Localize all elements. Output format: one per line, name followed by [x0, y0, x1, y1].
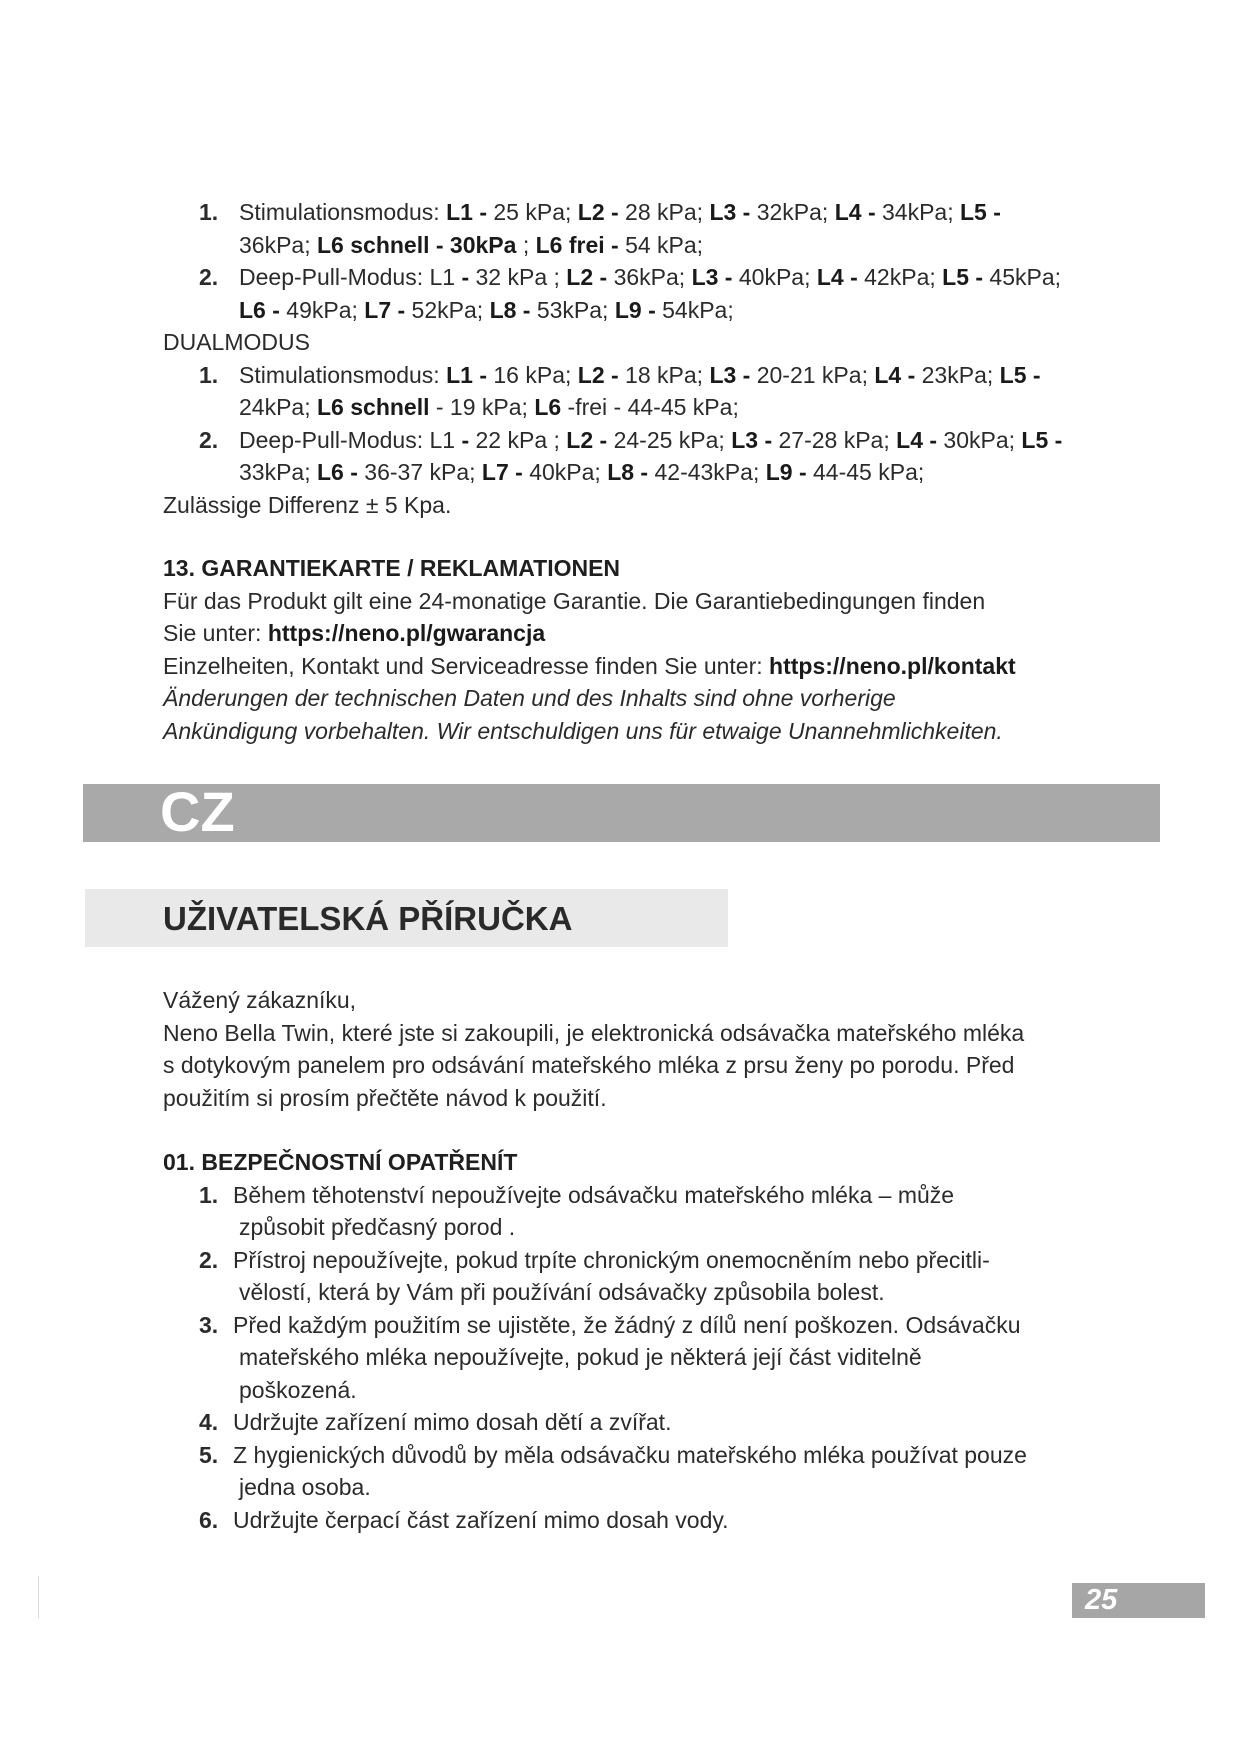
text-run: 20-21 kPa;	[750, 361, 875, 388]
safety-item-line: Udržujte čerpací část zařízení mimo dosah vody.	[233, 1506, 729, 1533]
safety-section	[163, 1146, 1103, 1536]
bold-value: L2 -	[566, 426, 608, 453]
text-run: 49kPa;	[279, 296, 365, 323]
bold-value: L6 -	[317, 459, 358, 485]
list-item	[163, 261, 1103, 326]
list-number: 2.	[199, 264, 219, 290]
safety-item-line: vělostí, která by Vám při používání odsávačky způsobila bolest.	[239, 1279, 885, 1305]
contact-link[interactable]: https://neno.pl/kontakt	[769, 652, 1016, 679]
text-run: -frei - 44-45 kPa;	[561, 394, 739, 420]
text-run: 36-37 kPa;	[357, 459, 482, 485]
text-run: Stimulationsmodus:	[239, 361, 447, 388]
bold-value: L9 -	[614, 296, 656, 323]
text-run: 28 kPa;	[618, 199, 710, 225]
text-run: 36kPa;	[239, 231, 317, 258]
text-run: 30kPa;	[937, 426, 1022, 453]
safety-item	[163, 1309, 1103, 1407]
bold-value: L3 -	[731, 426, 773, 453]
text-run: 18 kPa;	[618, 361, 710, 388]
text-run: 25 kPa;	[486, 199, 578, 225]
list-number: 2.	[199, 1246, 219, 1273]
warranty-section	[163, 552, 1103, 747]
bold-value: L1 -	[446, 361, 487, 388]
text-run: 42-43kPa;	[648, 459, 766, 485]
list-number: 1.	[199, 199, 219, 225]
text-run: Stimulationsmodus:	[239, 199, 447, 225]
list-number: 2.	[199, 426, 219, 453]
warranty-link-prefix: Sie unter:	[163, 620, 268, 646]
safety-item-line: poškozená.	[239, 1376, 357, 1403]
text-run: Deep-Pull-Modus: L1	[239, 264, 462, 290]
text-run: 32 kPa ;	[469, 264, 567, 290]
bold-value: L9 -	[765, 459, 807, 485]
safety-item	[163, 1504, 1103, 1537]
text-run: 32kPa;	[750, 199, 835, 225]
safety-item-line: způsobit předčasný porod .	[239, 1214, 516, 1240]
disclaimer-line: Änderungen der technischen Daten und des Inhalts sind ohne vorherige	[163, 685, 896, 711]
bold-value: L7 -	[481, 459, 523, 485]
bold-value: L4 -	[816, 264, 858, 290]
safety-item	[163, 1439, 1103, 1504]
contact-link-line	[163, 650, 1103, 683]
list-number: 5.	[199, 1441, 219, 1468]
bold-value: L6 schnell - 30kPa	[317, 231, 517, 258]
text-run: 40kPa;	[732, 264, 817, 290]
bold-value: L4 -	[834, 199, 876, 225]
bold-value: L2 -	[577, 199, 619, 225]
bold-value: L3 -	[691, 264, 733, 290]
text-run: 42kPa;	[857, 264, 943, 290]
bold-value: L3 -	[709, 361, 751, 388]
bold-value: L6 schnell	[317, 394, 430, 420]
warranty-link-line	[163, 617, 1103, 650]
disclaimer-line: Ankündigung vorbehalten. Wir entschuldigen uns für etwaige Unannehmlichkeiten.	[163, 717, 1003, 744]
text-run: Deep-Pull-Modus: L1	[239, 426, 462, 453]
contact-link-prefix: Einzelheiten, Kontakt und Serviceadresse finden Sie unter:	[163, 652, 770, 679]
intro-line: použitím si prosím přečtěte návod k použití.	[163, 1084, 607, 1111]
bold-value: L5 -	[999, 361, 1041, 388]
bold-value: L6 -	[239, 296, 280, 323]
text-run: 22 kPa ;	[469, 426, 567, 453]
text-run: 27-28 kPa;	[772, 426, 897, 453]
bold-value: L3 -	[709, 199, 751, 225]
intro-line: Neno Bella Twin, které jste si zakoupili, je elektronická odsávačka mateřského mléka	[163, 1019, 1025, 1046]
text-run: - 19 kPa;	[429, 394, 535, 420]
text-run: 36kPa;	[607, 264, 692, 290]
text-run: 23kPa;	[915, 361, 1000, 388]
list-number: 6.	[199, 1506, 219, 1533]
warranty-heading: 13. GARANTIEKARTE / REKLAMATIONEN	[163, 555, 621, 581]
bold-value: L4 -	[874, 361, 916, 388]
intro-section	[163, 984, 1103, 1114]
text-run: 45kPa;	[983, 264, 1062, 290]
bold-value: L5 -	[1021, 426, 1063, 453]
intro-line: s dotykovým panelem pro odsávání mateřského mléka z prsu ženy po porodu. Před	[163, 1052, 1015, 1078]
bold-value: -	[461, 264, 470, 290]
safety-item-line: jedna osoba.	[239, 1474, 371, 1500]
safety-item	[163, 1406, 1103, 1439]
manual-title: UŽIVATELSKÁ PŘÍRUČKA	[163, 900, 573, 937]
safety-item	[163, 1244, 1103, 1309]
margin-line	[38, 1576, 39, 1618]
list-item	[163, 359, 1103, 424]
safety-item	[163, 1179, 1103, 1244]
text-run: 34kPa;	[875, 199, 960, 225]
warranty-link[interactable]: https://neno.pl/gwarancja	[267, 620, 546, 646]
tolerance-note: Zulässige Differenz ± 5 Kpa.	[163, 491, 452, 518]
warranty-text: Für das Produkt gilt eine 24-monatige Garantie. Die Garantiebedingungen finden	[163, 587, 986, 614]
list-number: 1.	[199, 361, 219, 388]
list-number: 1.	[199, 1181, 219, 1208]
text-run: 24-25 kPa;	[607, 426, 732, 453]
bold-value: -	[461, 426, 470, 453]
dual-mode-label: DUALMODUS	[163, 329, 310, 355]
greeting: Vážený zákazníku,	[163, 987, 357, 1013]
safety-list	[163, 1179, 1103, 1537]
bold-value: L1 -	[446, 199, 487, 225]
list-text	[239, 427, 1062, 486]
list-number: 4.	[199, 1409, 219, 1435]
bold-value: L6 frei -	[535, 231, 619, 258]
bold-value: L4 -	[896, 426, 938, 453]
bold-value: L8 -	[489, 296, 531, 323]
text-run: 44-45 kPa;	[806, 459, 925, 485]
text-run: 40kPa;	[522, 459, 608, 485]
list-number: 3.	[199, 1311, 219, 1338]
text-run: 54 kPa;	[618, 231, 704, 258]
bold-value: L2 -	[577, 361, 619, 388]
text-run: 24kPa;	[239, 394, 317, 420]
bold-value: L2 -	[566, 264, 608, 290]
bold-value: L6	[534, 394, 562, 420]
bold-value: L8 -	[607, 459, 649, 485]
text-run: 52kPa;	[405, 296, 490, 323]
page-number: 25	[1085, 1584, 1118, 1616]
text-run: 33kPa;	[239, 459, 317, 485]
list-text	[239, 199, 1001, 258]
bold-value: L5 -	[942, 264, 984, 290]
safety-item-line: Před každým použitím se ujistěte, že žádný z dílů není poškozen. Odsávačku	[233, 1311, 1021, 1338]
safety-item-line: Přístroj nepoužívejte, pokud trpíte chronickým onemocněním nebo přecitli-	[233, 1246, 990, 1273]
text-run: ;	[516, 231, 536, 258]
text-run: 54kPa;	[655, 296, 734, 323]
single-mode-list	[163, 196, 1103, 521]
language-code: CZ	[160, 780, 235, 843]
language-banner	[83, 784, 1160, 842]
safety-item-line: mateřského mléka nepoužívejte, pokud je některá její část viditelně	[239, 1344, 922, 1370]
bold-value: L5 -	[960, 199, 1001, 225]
text-run: 16 kPa;	[486, 361, 578, 388]
safety-item-line: Udržujte zařízení mimo dosah dětí a zvířat.	[233, 1409, 672, 1435]
safety-item-line: Během těhotenství nepoužívejte odsávačku mateřského mléka – může	[233, 1181, 955, 1208]
bold-value: L7 -	[364, 296, 406, 323]
list-text	[239, 264, 1061, 323]
list-item	[163, 196, 1103, 261]
safety-item-line: Z hygienických důvodů by měla odsávačku mateřského mléka používat pouze	[233, 1441, 1027, 1468]
list-item	[163, 424, 1103, 489]
text-run: 53kPa;	[530, 296, 615, 323]
safety-heading: 01. BEZPEČNOSTNÍ OPATŘENÍT	[163, 1149, 518, 1175]
list-text	[239, 362, 1041, 421]
